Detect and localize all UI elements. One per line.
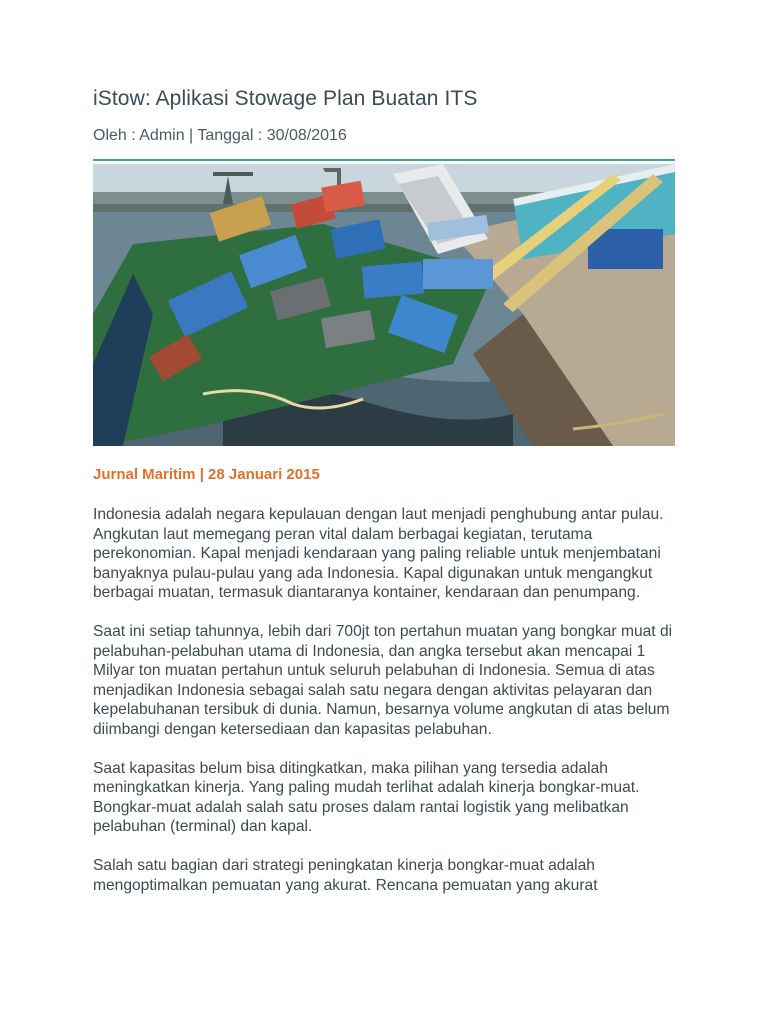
paragraph-4: Salah satu bagian dari strategi peningkatan kinerja bongkar-muat adalah mengoptimalkan pemuatan yang akurat. Rencana pemuatan yang akurat: [93, 856, 598, 894]
article-meta: Oleh : Admin | Tanggal : 30/08/2016: [93, 127, 347, 144]
article: [93, 84, 676, 895]
paragraph-1: Indonesia adalah negara kepulauan dengan laut menjadi penghubung antar pulau. Angkutan laut memegang peran vital dalam berbagai kegiatan, terutama perekonomian. Kapal menjadi kendaraan yang paling reliable untuk menjembatani banyaknya pulau-pulau yang ada Indonesia. Kapal digunakan untuk mengangkut berbagai muatan, termasuk diantaranya kontainer, kendaraan dan penumpang.: [93, 506, 664, 602]
title-divider: [93, 159, 675, 161]
paragraph-3: Saat kapasitas belum bisa ditingkatkan, maka pilihan yang tersedia adalah meningkatkan kinerja. Yang paling mudah terlihat adalah kinerja bongkar-muat. Bongkar-muat adalah salah satu proses dalam rantai logistik yang melibatkan pelabuhan (terminal) dan kapal.: [93, 759, 640, 836]
capsized-ship-illustration: [93, 164, 675, 446]
hero-image: [93, 164, 675, 446]
source-line: Jurnal Maritim | 28 Januari 2015: [93, 466, 320, 483]
paragraph-2: Saat ini setiap tahunnya, lebih dari 700jt ton pertahun muatan yang bongkar muat di pelabuhan-pelabuhan utama di Indonesia, dan angka tersebut akan mencapai 1 Milyar ton muatan pertahun untuk seluruh pelabuhan di Indonesia. Semua di atas menjadikan Indonesia sebagai salah satu negara dengan aktivitas pelayaran dan kepelabuhanan tersibuk di dunia. Namun, besarnya volume angkutan di atas belum diimbangi dengan ketersediaan dan kapasitas pelabuhan.: [93, 622, 673, 738]
article-title: iStow: Aplikasi Stowage Plan Buatan ITS: [93, 87, 478, 110]
